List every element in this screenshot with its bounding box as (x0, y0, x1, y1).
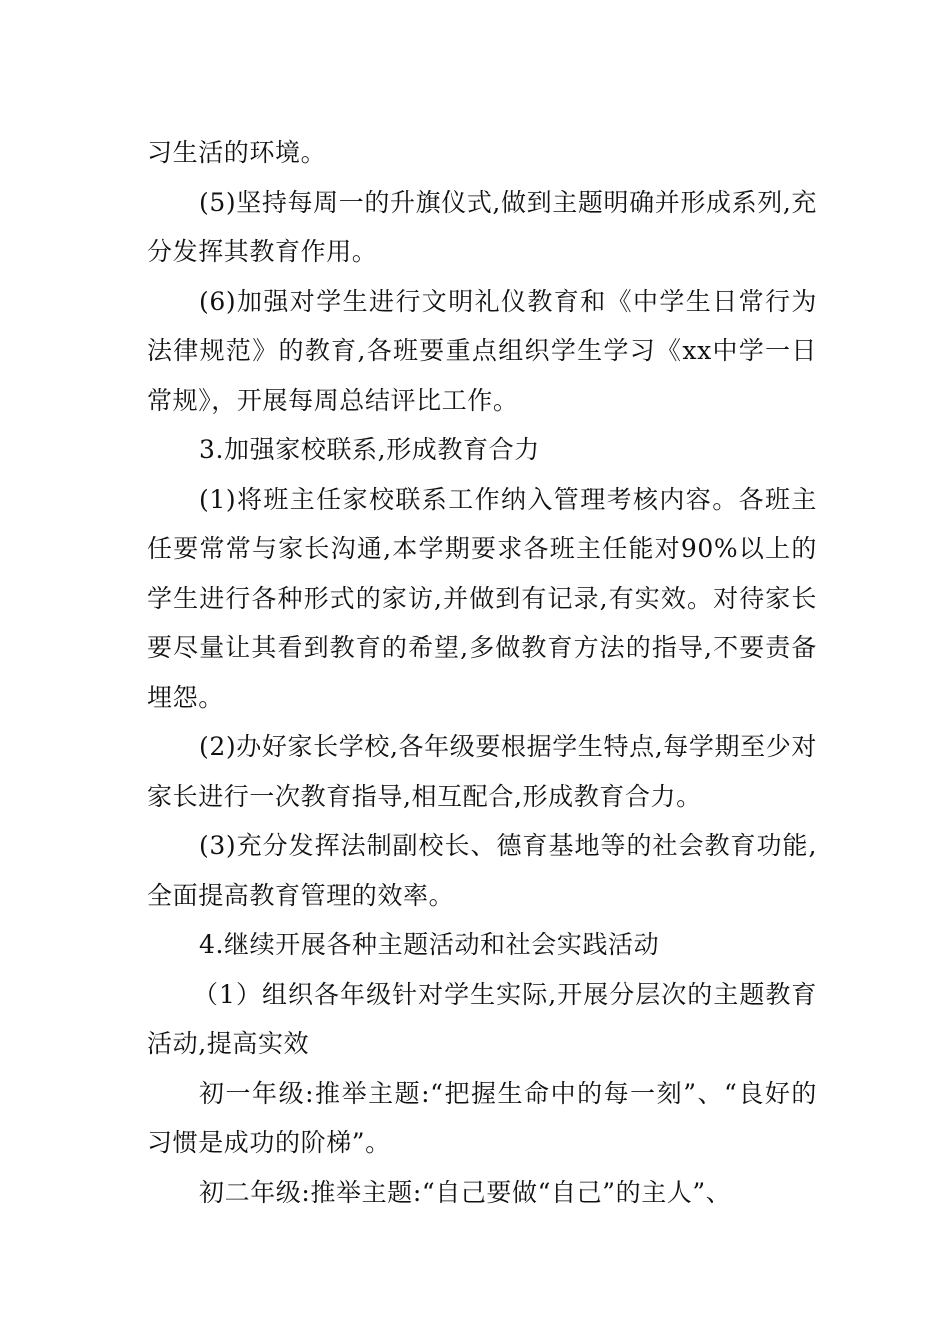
document-body (147, 128, 817, 1217)
paragraph-legal-vice-principal: (3)充分发挥法制副校长、德育基地等的社会教育功能,全面提高教育管理的效率。 (147, 831, 817, 910)
paragraph-home-visits: (1)将班主任家校联系工作纳入管理考核内容。各班主任要常常与家长沟通,本学期要求各班主任能对90%以上的学生进行各种形式的家访,并做到有记录,有实效。对待家长要尽量让其看到教育的希望,多做教育方法的指导,不要责备埋怨。 (147, 484, 817, 712)
paragraph-theme-education: （1）组织各年级针对学生实际,开展分层次的主题教育活动,提高实效 (147, 979, 817, 1058)
paragraph-flag-ceremony: (5)坚持每周一的升旗仪式,做到主题明确并形成系列,充分发挥其教育作用。 (147, 187, 817, 266)
paragraph-parent-school: (2)办好家长学校,各年级要根据学生特点,每学期至少对家长进行一次教育指导,相互配合,形成教育合力。 (147, 732, 817, 811)
section-heading-activities: 4.继续开展各种主题活动和社会实践活动 (199, 930, 660, 959)
paragraph-grade-two-themes: 初二年级:推举主题:“自己要做“自己”的主人”、 (199, 1177, 732, 1207)
paragraph-etiquette-education: (6)加强对学生进行文明礼仪教育和《中学生日常行为法律规范》的教育,各班要重点组织学生学习《xx中学一日常规》，开展每周总结评比工作。 (147, 286, 817, 415)
section-heading-home-school: 3.加强家校联系,形成教育合力 (199, 435, 540, 464)
paragraph-environment: 习生活的环境。 (147, 138, 327, 167)
paragraph-grade-one-themes: 初一年级:推举主题:“把握生命中的每一刻”、“良好的习惯是成功的阶梯”。 (147, 1078, 817, 1157)
